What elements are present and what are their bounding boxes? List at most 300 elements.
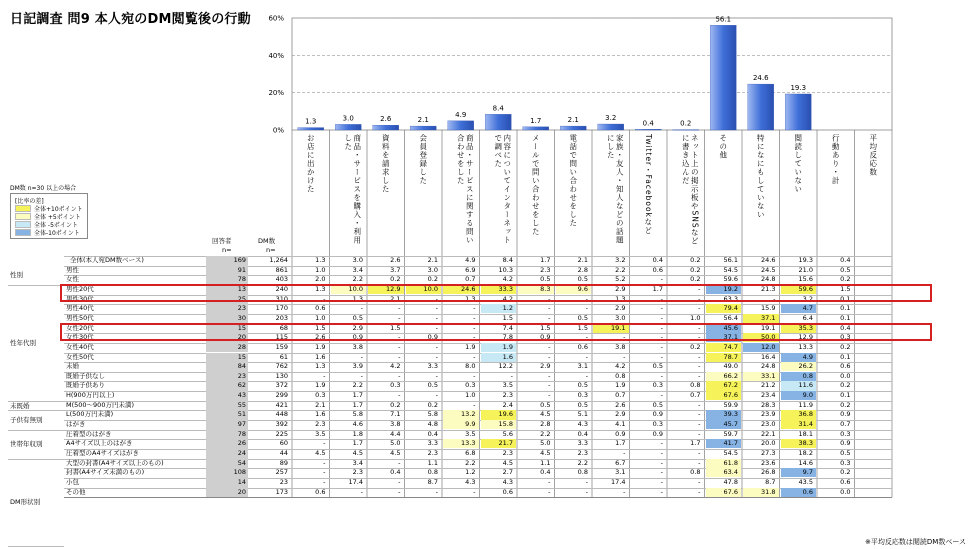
table-cell: 4.3 <box>502 477 513 486</box>
table-cell: 28.3 <box>761 400 776 409</box>
row-label: 男性50代 <box>66 313 94 322</box>
table-cell: 1.9 <box>315 381 326 390</box>
table-cell: - <box>548 313 551 322</box>
table-cell: - <box>585 333 588 342</box>
table-cell: 1.5 <box>502 313 513 322</box>
table-cell: - <box>435 342 438 351</box>
table-cell: 0.6 <box>315 487 326 496</box>
table-cell: 3.7 <box>390 265 401 274</box>
table-cell: 0.2 <box>690 265 701 274</box>
table-cell: 49.0 <box>723 362 738 371</box>
table-cell: 4.5 <box>315 449 326 457</box>
table-cell: 59.7 <box>723 429 738 438</box>
table-cell: 0.3 <box>465 381 476 390</box>
table-cell: 3.2 <box>615 256 626 264</box>
table-cell: - <box>698 304 701 313</box>
table-cell: 43.5 <box>798 477 813 486</box>
row-label: 既婚子供なし <box>66 371 105 380</box>
table-cell: 33.3 <box>481 285 517 294</box>
row-label: 女性20代 <box>66 323 94 332</box>
table-cell: 0.5 <box>840 449 851 457</box>
table-cell: 11.9 <box>798 400 813 409</box>
table-cell: - <box>398 333 401 342</box>
respondent-count: 30 <box>206 314 248 324</box>
table-cell: 4.5 <box>540 449 551 457</box>
table-cell: 7.8 <box>502 333 513 342</box>
respondent-count: 108 <box>206 468 248 478</box>
table-cell: - <box>398 477 401 486</box>
bar <box>335 124 361 130</box>
row-label: H(900万円以上) <box>66 391 115 400</box>
respondent-count: 26 <box>206 439 248 449</box>
row-label: 圧着型のはがき <box>66 429 112 438</box>
table-cell: 24.8 <box>761 362 776 371</box>
dm-count: 159 <box>275 342 288 351</box>
table-cell: - <box>660 333 663 342</box>
table-cell: 0.9 <box>840 439 851 448</box>
table-cell: 6.4 <box>802 313 813 322</box>
bar-value-label: 3.2 <box>605 114 617 123</box>
table-cell: 8.7 <box>765 477 776 486</box>
table-cell: - <box>660 342 663 351</box>
table-cell: 12.9 <box>798 333 813 342</box>
table-cell: 2.3 <box>352 468 363 477</box>
table-cell: 8.3 <box>518 285 554 294</box>
table-cell: 0.2 <box>690 275 701 284</box>
row-label: 未婚 <box>66 362 79 371</box>
dm-count: 130 <box>275 371 288 380</box>
legend-swatch <box>15 221 31 228</box>
table-cell: 9.6 <box>556 285 592 294</box>
table-cell: 24.8 <box>761 275 776 284</box>
table-cell: 0.5 <box>577 313 588 322</box>
respondent-count: 43 <box>206 391 248 401</box>
table-cell: - <box>435 352 438 361</box>
table-cell: 21.7 <box>481 439 517 448</box>
respondents-header: 回答者 <box>212 237 232 245</box>
table-cell: - <box>435 323 438 332</box>
respondent-count: 84 <box>206 362 248 372</box>
column-header: 資料を請求した <box>381 134 391 194</box>
table-cell: 9.9 <box>443 420 479 429</box>
dm-count: 23 <box>279 477 288 486</box>
table-cell: - <box>435 371 438 380</box>
table-cell: - <box>435 304 438 313</box>
table-cell: 0.1 <box>840 352 851 361</box>
table-cell: 67.6 <box>706 391 742 400</box>
table-cell: 0.9 <box>652 410 663 419</box>
table-cell: 1.0 <box>690 313 701 322</box>
table-cell: - <box>323 371 326 380</box>
y-tick-label: 60% <box>268 14 284 23</box>
table-cell: 0.6 <box>652 265 663 274</box>
table-cell: 54.5 <box>723 449 738 457</box>
table-cell: 15.9 <box>761 304 776 313</box>
table-cell: 4.3 <box>465 477 476 486</box>
table-cell: 3.4 <box>352 458 363 467</box>
table-cell: 5.0 <box>390 439 401 448</box>
table-cell: - <box>660 313 663 322</box>
bar <box>373 125 399 130</box>
table-cell: - <box>585 487 588 496</box>
table-cell: 1.6 <box>315 352 326 361</box>
table-cell: 20.0 <box>761 439 776 448</box>
legend-label: 全体 +5ポイント <box>34 213 81 221</box>
table-cell: 15.8 <box>481 420 517 429</box>
table-cell: - <box>548 381 551 390</box>
table-cell: 0.7 <box>465 275 476 284</box>
table-cell: 45.6 <box>706 324 742 333</box>
respondent-count: 23 <box>206 304 248 314</box>
bar-value-label: 19.3 <box>790 83 807 92</box>
table-cell: 2.6 <box>615 400 626 409</box>
table-cell: - <box>360 371 363 380</box>
table-cell: 0.1 <box>840 294 851 303</box>
dm-count: 403 <box>275 275 288 284</box>
table-cell: 0.9 <box>615 429 626 438</box>
table-cell: 23.4 <box>761 391 776 400</box>
bar <box>635 129 661 130</box>
table-cell: 63.4 <box>706 468 742 477</box>
legend-swatch <box>15 229 31 236</box>
table-cell: 37.1 <box>743 314 779 323</box>
table-cell: 0.8 <box>577 468 588 477</box>
table-cell: - <box>660 391 663 400</box>
legend-swatch <box>15 213 31 220</box>
table-cell: 0.6 <box>315 304 326 313</box>
table-cell: 0.8 <box>615 371 626 380</box>
table-cell: 24.6 <box>761 256 776 264</box>
table-cell: - <box>548 352 551 361</box>
table-cell: - <box>360 304 363 313</box>
table-cell: 0.4 <box>652 256 663 264</box>
table-cell: 3.1 <box>577 362 588 371</box>
row-label: 小包 <box>66 477 79 486</box>
dm-count: 173 <box>275 487 288 496</box>
table-cell: 61.8 <box>706 459 742 468</box>
table-cell: 3.5 <box>465 429 476 438</box>
table-cell: - <box>698 410 701 419</box>
table-cell: 4.9 <box>465 256 476 264</box>
chart-title: 日記調査 問9 本人宛のDM閲覧後の行動 <box>10 12 251 27</box>
table-cell: 4.2 <box>502 294 513 303</box>
table-cell: 31.4 <box>781 420 817 429</box>
table-cell: - <box>510 371 513 380</box>
dm-count: 448 <box>275 410 288 419</box>
table-cell: 41.7 <box>706 439 742 448</box>
table-cell: - <box>585 477 588 486</box>
table-cell: - <box>435 391 438 400</box>
table-cell: 0.0 <box>840 371 851 380</box>
table-cell: 35.3 <box>781 324 817 333</box>
legend-header: [比率の差] <box>15 198 44 205</box>
table-cell: 8.0 <box>465 362 476 371</box>
table-cell: 23.6 <box>761 458 776 467</box>
table-cell: 3.2 <box>802 294 813 303</box>
table-cell: - <box>698 333 701 342</box>
dm-count: 392 <box>275 420 288 429</box>
bar-value-label: 8.4 <box>492 104 504 113</box>
table-cell: 0.3 <box>315 391 326 400</box>
table-cell: 21.3 <box>761 284 776 293</box>
table-cell: 24.5 <box>761 265 776 274</box>
table-cell: 16.4 <box>761 352 776 361</box>
table-cell: 5.6 <box>502 429 513 438</box>
footnote: ※平均反応数は閲読DM数ベース <box>865 538 966 546</box>
table-cell: - <box>548 342 551 351</box>
table-cell: - <box>398 342 401 351</box>
group-rule <box>8 546 64 547</box>
table-cell: 1.3 <box>352 294 363 303</box>
table-cell: 3.5 <box>502 381 513 390</box>
table-cell: - <box>698 477 701 486</box>
bar <box>298 128 324 130</box>
table-cell: - <box>548 294 551 303</box>
table-cell: 3.3 <box>577 439 588 448</box>
table-cell: - <box>773 294 776 303</box>
table-cell: 2.2 <box>352 381 363 390</box>
table-cell: 1.5 <box>315 323 326 332</box>
table-cell: 1.0 <box>315 265 326 274</box>
table-cell: - <box>323 458 326 467</box>
table-cell: 2.1 <box>577 256 588 264</box>
table-cell: - <box>473 313 476 322</box>
respondent-count: 91 <box>206 266 248 276</box>
table-cell: 0.4 <box>427 429 438 438</box>
table-cell: - <box>698 362 701 371</box>
dm-count: 60 <box>279 439 288 448</box>
table-cell: 0.1 <box>840 313 851 322</box>
row-label: その他 <box>66 487 86 496</box>
table-cell: - <box>398 487 401 496</box>
table-cell: 39.3 <box>706 410 742 419</box>
row-label: 封書(A4サイズ未満のもの) <box>66 468 145 477</box>
table-cell: 0.3 <box>652 420 663 429</box>
table-cell: 3.9 <box>352 362 363 371</box>
table-cell: - <box>548 371 551 380</box>
table-cell: 3.1 <box>615 468 626 477</box>
table-cell: 0.6 <box>502 487 513 496</box>
table-cell: - <box>660 294 663 303</box>
table-cell: 3.0 <box>427 265 438 274</box>
table-cell: 4.5 <box>502 458 513 467</box>
dm-count-header: DM数 <box>258 237 276 245</box>
table-cell: - <box>548 304 551 313</box>
table-cell: 0.4 <box>840 323 851 332</box>
row-label: 男性40代 <box>66 304 94 313</box>
row-label: A4サイズ以上のはがき <box>66 439 133 448</box>
table-cell: 0.8 <box>690 468 701 477</box>
table-cell: - <box>698 352 701 361</box>
table-cell: 2.3 <box>427 449 438 457</box>
bar <box>448 121 474 130</box>
table-cell: 3.8 <box>390 420 401 429</box>
table-cell: 5.0 <box>540 439 551 448</box>
bar-value-label: 1.7 <box>530 116 542 125</box>
table-cell: 18.1 <box>798 429 813 438</box>
legend-item <box>15 228 83 236</box>
row-label: 男性30代 <box>66 294 94 303</box>
table-cell: 3.8 <box>352 342 363 351</box>
row-label: 男性 <box>66 265 79 274</box>
column-header: ネット上の掲示板やSNSなどに書き込んだ <box>681 134 700 246</box>
respondent-count: 15 <box>206 353 248 363</box>
table-cell: 2.9 <box>352 323 363 332</box>
table-cell: - <box>660 477 663 486</box>
table-cell: - <box>660 323 663 332</box>
table-cell: 0.2 <box>840 468 851 477</box>
table-cell: 1.9 <box>481 343 517 352</box>
table-cell: 1.2 <box>465 468 476 477</box>
table-cell: - <box>323 468 326 477</box>
table-cell: 24.6 <box>443 285 479 294</box>
table-cell: 0.6 <box>781 488 817 497</box>
table-cell: - <box>660 468 663 477</box>
table-cell: 4.8 <box>427 420 438 429</box>
table-cell: 0.4 <box>390 468 401 477</box>
table-cell: 0.7 <box>615 391 626 400</box>
table-cell: 67.6 <box>706 488 742 497</box>
table-cell: 27.3 <box>761 449 776 457</box>
table-cell: - <box>585 371 588 380</box>
legend-swatch <box>15 205 31 212</box>
table-cell: - <box>323 294 326 303</box>
table-cell: 8.7 <box>427 477 438 486</box>
table-cell: 12.0 <box>743 343 779 352</box>
respondent-count: 23 <box>206 372 248 382</box>
dm-count: 257 <box>275 468 288 477</box>
table-cell: 2.3 <box>502 391 513 400</box>
table-cell: 0.5 <box>577 400 588 409</box>
table-cell: - <box>698 429 701 438</box>
table-cell: - <box>435 487 438 496</box>
table-cell: 12.9 <box>368 285 404 294</box>
group-label: 性年代別 <box>10 338 36 347</box>
table-cell: 21.0 <box>798 265 813 274</box>
table-cell: 59.9 <box>723 400 738 409</box>
table-cell: 6.7 <box>615 458 626 467</box>
table-cell: 26.2 <box>781 362 817 371</box>
table-cell: 0.6 <box>577 342 588 351</box>
table-cell: 4.9 <box>781 353 817 362</box>
table-cell: 2.2 <box>540 429 551 438</box>
dm-count: 44 <box>279 449 288 457</box>
highlight-box <box>60 284 932 302</box>
table-cell: 0.4 <box>577 429 588 438</box>
table-cell: 1.1 <box>427 458 438 467</box>
table-cell: - <box>698 420 701 429</box>
table-cell: 4.5 <box>390 449 401 457</box>
group-rule <box>8 285 64 286</box>
respondents-n-label: n= <box>222 246 232 254</box>
table-cell: 0.5 <box>352 313 363 322</box>
table-cell: 56.1 <box>723 256 738 264</box>
dm-count: 203 <box>275 313 288 322</box>
table-cell: 1.6 <box>481 353 517 362</box>
row-label: 全体(本人宛DM数ベース) <box>70 256 144 264</box>
table-cell: 10.0 <box>331 285 367 294</box>
table-cell: 0.4 <box>840 256 851 264</box>
table-cell: - <box>323 439 326 448</box>
table-cell: 0.5 <box>577 275 588 284</box>
table-cell: 38.3 <box>781 439 817 448</box>
table-cell: 2.4 <box>502 400 513 409</box>
table-cell: 1.5 <box>390 323 401 332</box>
dm-count: 861 <box>275 265 288 274</box>
y-tick-label: 40% <box>268 51 284 60</box>
table-cell: 5.8 <box>352 410 363 419</box>
table-cell: - <box>623 352 626 361</box>
table-cell: 7.4 <box>502 323 513 332</box>
table-cell: 63.3 <box>723 294 738 303</box>
table-cell: 0.3 <box>652 381 663 390</box>
row-label: 女性40代 <box>66 342 94 351</box>
bar-value-label: 2.6 <box>380 115 392 124</box>
table-cell: 78.7 <box>706 353 742 362</box>
bar-value-label: 24.6 <box>752 74 769 83</box>
table-cell: 59.6 <box>723 275 738 284</box>
bar-value-label: 0.4 <box>642 119 654 128</box>
respondent-count: 169 <box>206 256 248 266</box>
table-cell: 2.8 <box>577 265 588 274</box>
respondent-count: 24 <box>206 449 248 459</box>
table-cell: 3.5 <box>315 429 326 438</box>
table-cell: 0.3 <box>840 333 851 342</box>
table-cell: 2.3 <box>540 265 551 274</box>
bar <box>598 124 624 130</box>
dm-count: 225 <box>275 429 288 438</box>
table-cell: 5.1 <box>577 410 588 419</box>
table-cell: - <box>548 391 551 400</box>
table-cell: 0.2 <box>840 400 851 409</box>
table-cell: 4.2 <box>615 362 626 371</box>
table-cell: 7.1 <box>390 410 401 419</box>
table-cell: 1.0 <box>315 313 326 322</box>
table-cell: 1.1 <box>540 458 551 467</box>
table-cell: 66.2 <box>706 372 742 381</box>
table-cell: 0.9 <box>652 429 663 438</box>
table-cell: 10.0 <box>406 285 442 294</box>
table-cell: 1.5 <box>577 323 588 332</box>
table-cell: 0.5 <box>652 362 663 371</box>
table-cell: - <box>698 294 701 303</box>
row-label: 男性20代 <box>66 284 94 293</box>
dm-count-n-label: n= <box>266 246 276 254</box>
bar-value-label: 0.2 <box>680 119 692 128</box>
column-header: 内容についてインターネットで調べた <box>493 134 512 245</box>
table-cell: 1.0 <box>465 391 476 400</box>
table-cell: 1.7 <box>652 284 663 293</box>
table-cell: - <box>623 487 626 496</box>
table-cell: - <box>585 352 588 361</box>
bar <box>785 94 811 130</box>
table-cell: 1.7 <box>690 439 701 448</box>
table-cell: 0.6 <box>840 477 851 486</box>
dm-count: 240 <box>275 284 288 293</box>
table-cell: 74.7 <box>706 343 742 352</box>
table-cell: 0.9 <box>540 333 551 342</box>
table-cell: - <box>548 487 551 496</box>
table-cell: 0.6 <box>840 362 851 371</box>
row-label: はがき <box>66 420 86 429</box>
table-cell: 2.3 <box>577 449 588 457</box>
table-cell: 2.1 <box>427 256 438 264</box>
table-cell: - <box>660 275 663 284</box>
table-cell: 18.2 <box>798 449 813 457</box>
table-cell: 0.7 <box>690 391 701 400</box>
table-cell: 79.4 <box>706 304 742 313</box>
table-cell: 4.3 <box>577 420 588 429</box>
